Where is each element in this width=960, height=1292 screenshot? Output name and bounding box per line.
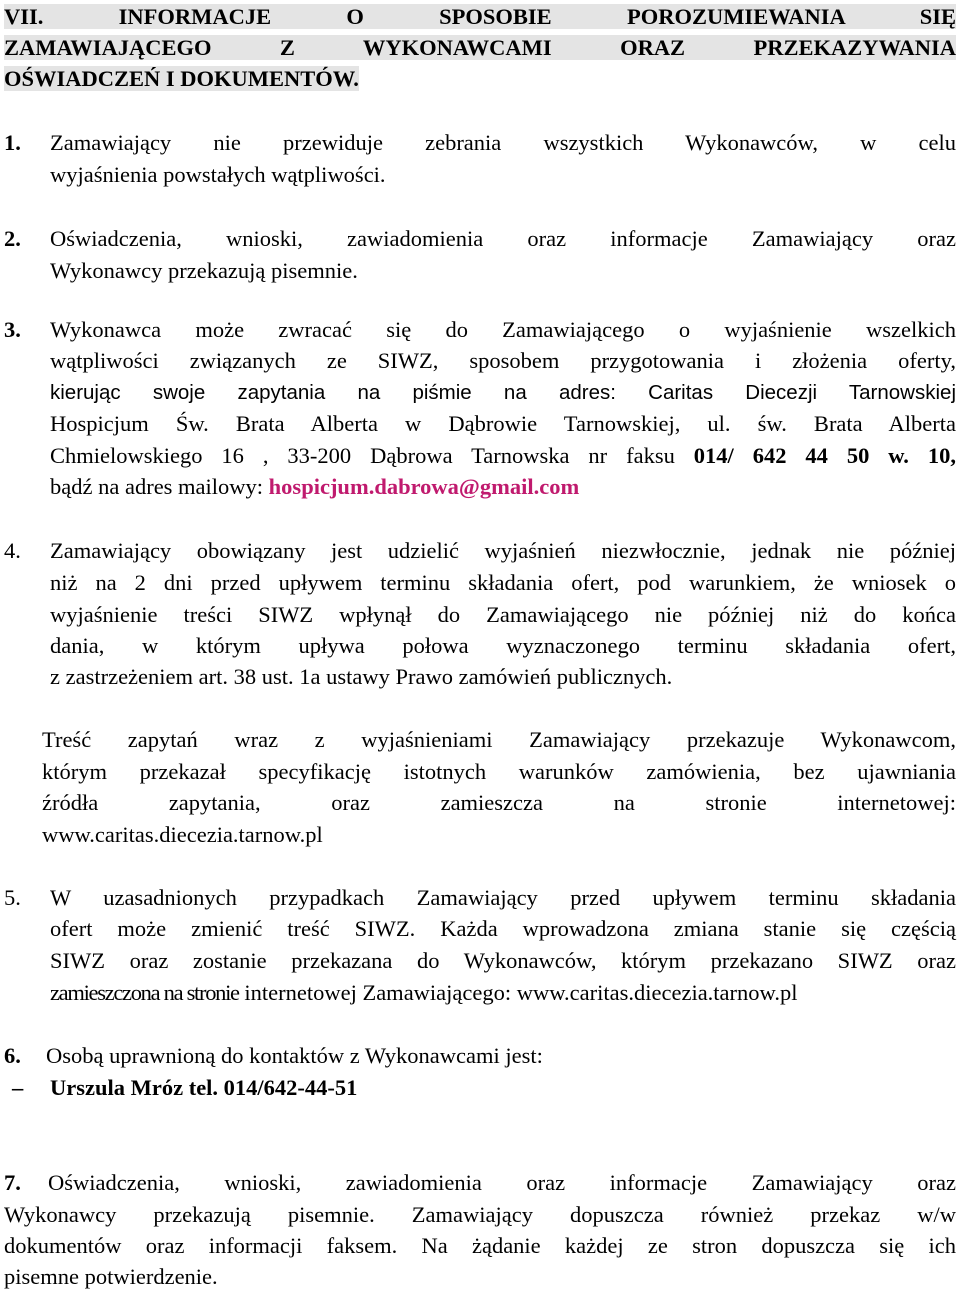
item-4-line-3: wyjaśnienie treści SIWZ wpłynął do Zamawiającego nie później niż do końca [50,602,956,627]
section-heading-line-1 [4,2,956,32]
item-3-line-3: kierując swoje zapytania na piśmie na adres: Caritas Diecezji Tarnowskiej [50,381,956,404]
item-4-sub-line-3: źródła zapytania, oraz zamieszcza na stronie internetowej: [42,790,956,815]
item-number-3: 3. [4,317,21,342]
item-number-7: 7. [4,1170,21,1195]
fax-number: 014/ 642 44 50 w. 10, [693,443,956,468]
dash-bullet: – [12,1075,24,1100]
item-5-line-2: ofert może zmienić treść SIWZ. Każda wprowadzona zmiana stanie się częścią [50,916,956,941]
item-5-line-1: W uzasadnionych przypadkach Zamawiający przed upływem terminu składania [50,885,956,910]
item-7-line-1: Oświadczenia, wnioski, zawiadomienia oraz informacje Zamawiający oraz [48,1170,956,1195]
website-link[interactable]: www.caritas.diecezia.tarnow.pl [42,822,323,847]
item-3-line-6 [50,472,579,502]
item-2-line-2: Wykonawcy przekazują pisemnie. [50,258,358,283]
contact-person: Urszula Mróz tel. 014/642-44-51 [50,1075,358,1100]
item-1-line-1: Zamawiający nie przewiduje zebrania wszystkich Wykonawców, w celu [50,130,956,155]
item-4-line-5: z zastrzeżeniem art. 38 ust. 1a ustawy Prawo zamówień publicznych. [50,664,673,689]
item-7-line-2: Wykonawcy przekazują pisemnie. Zamawiający dopuszcza również przekaz w/w [4,1202,956,1227]
item-7-line-4: pisemne potwierdzenie. [4,1264,218,1289]
fax-label: Chmielowskiego 16 , 33-200 Dąbrowa Tarnowska nr faksu [50,443,694,468]
item-number-5: 5. [4,885,21,910]
heading-text: ZAMAWIAJĄCEGO Z WYKONAWCAMI ORAZ PRZEKAZYWANIA [4,35,956,60]
item-4-sub-line-1: Treść zapytań wraz z wyjaśnieniami Zamawiający przekazuje Wykonawcom, [42,727,956,752]
heading-text: OŚWIADCZEŃ I DOKUMENTÓW. [4,66,359,91]
item-number-1: 1. [4,130,21,155]
email-label: bądź na adres mailowy: [50,474,269,499]
item-number-4: 4. [4,538,21,563]
item-5-line-3: SIWZ oraz zostanie przekazana do Wykonawców, którym przekazano SIWZ oraz [50,948,956,973]
item-4-sub-line-2: którym przekazał specyfikację istotnych warunków zamówienia, bez ujawniania [42,759,956,784]
item-3-line-2: wątpliwości związanych ze SIWZ, sposobem przygotowania i złożenia oferty, [50,348,956,373]
item-5-line-4 [50,978,797,1008]
section-heading-line-2 [4,33,956,63]
item-4-line-4: dania, w którym upływa połowa wyznaczonego terminu składania ofert, [50,633,956,658]
item-3-line-4: Hospicjum Św. Brata Alberta w Dąbrowie Tarnowskiej, ul. św. Brata Alberta [50,411,956,436]
item-3-line-5 [50,441,956,471]
item-6-line-1: Osobą uprawnioną do kontaktów z Wykonawcami jest: [46,1043,543,1068]
item-4-line-1: Zamawiający obowiązany jest udzielić wyjaśnień niezwłocznie, jednak nie później [50,538,956,563]
item-1-line-2: wyjaśnienia powstałych wątpliwości. [50,162,386,187]
item-3-line-1: Wykonawca może zwracać się do Zamawiającego o wyjaśnienie wszelkich [50,317,956,342]
section-heading-line-3 [4,64,359,94]
condensed-text: zamieszczona na stronie [50,980,239,1005]
item-2-line-1: Oświadczenia, wnioski, zawiadomienia oraz informacje Zamawiający oraz [50,226,956,251]
email-link[interactable]: hospicjum.dabrowa@gmail.com [268,474,580,499]
item-number-2: 2. [4,226,21,251]
item-4-line-2: niż na 2 dni przed upływem terminu składania ofert, pod warunkiem, że wniosek o [50,570,956,595]
item-number-6: 6. [4,1043,21,1068]
heading-text: VII. INFORMACJE O SPOSOBIE POROZUMIEWANIA SIĘ [4,4,956,29]
website-text: internetowej Zamawiającego: www.caritas.diecezia.tarnow.pl [238,980,798,1005]
item-7-line-3: dokumentów oraz informacji faksem. Na żądanie każdej ze stron dopuszcza się ich [4,1233,956,1258]
